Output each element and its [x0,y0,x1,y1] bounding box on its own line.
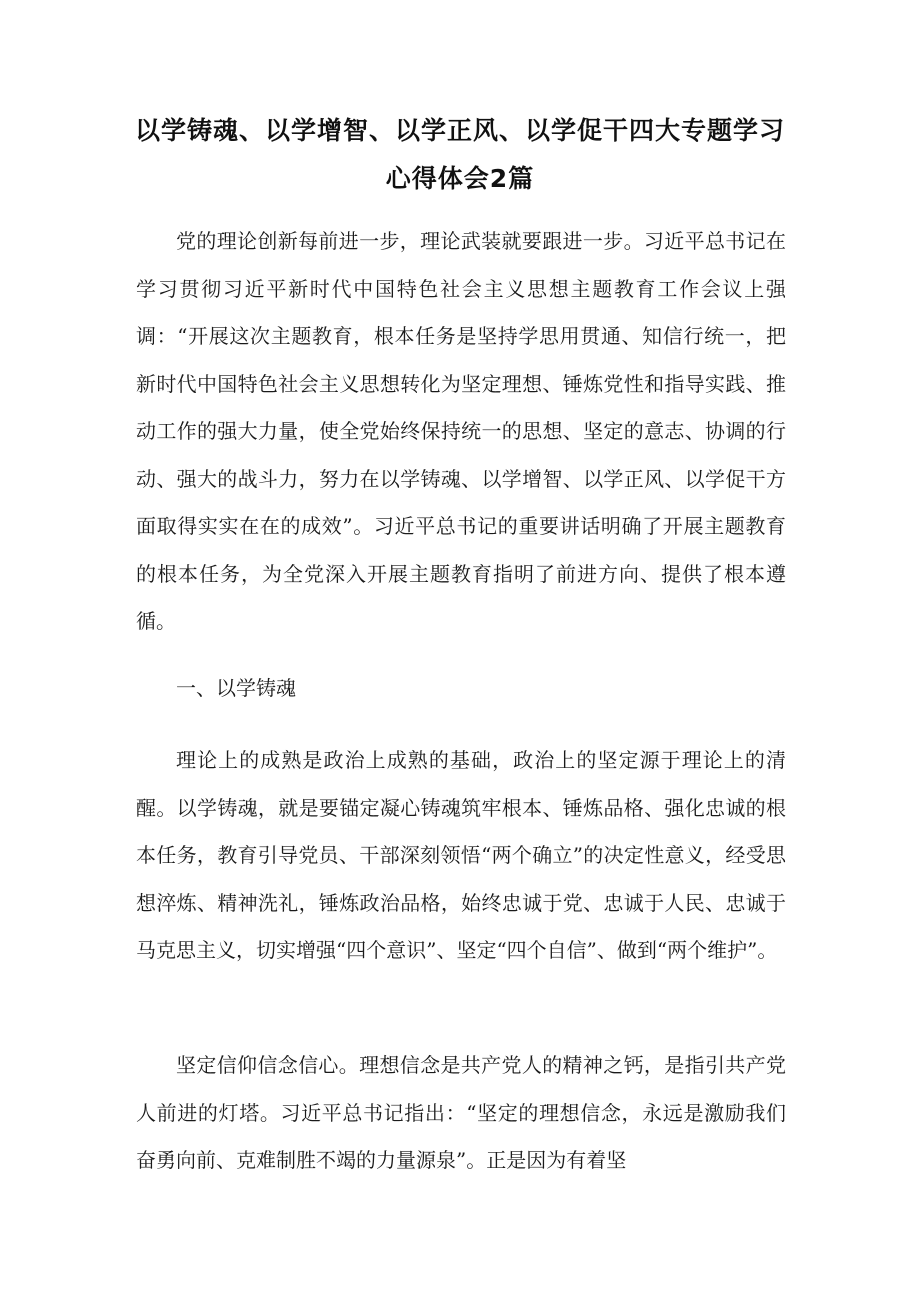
section-1-paragraph-2: 坚定信仰信念信心。理想信念是共产党人的精神之钙，是指引共产党人前进的灯塔。习近平总书记指出：“坚定的理想信念，永远是激励我们奋勇向前、克难制胜不竭的力量源泉”。正是因为有着坚 [136,1053,786,1172]
intro-paragraph: 党的理论创新每前进一步，理论武装就要跟进一步。习近平总书记在学习贯彻习近平新时代中国特色社会主义思想主题教育工作会议上强调：“开展这次主题教育，根本任务是坚持学思用贯通、知信行统一，把新时代中国特色社会主义思想转化为坚定理想、锤炼党性和指导实践、推动工作的强大力量，使全党始终保持统一的思想、坚定的意志、协调的行动、强大的战斗力，努力在以学铸魂、以学增智、以学正风、以学促干方面取得实实在在的成效”。习近平总书记的重要讲话明确了开展主题教育的根本任务，为全党深入开展主题教育指明了前进方向、提供了根本遵循。 [136,229,786,633]
document-title-line-2: 心得体会2篇 [385,164,535,193]
document-title-line-1: 以学铸魂、以学增智、以学正风、以学促干四大专题学习 [134,116,785,145]
section-heading-1: 一、以学铸魂 [176,676,296,700]
section-1-paragraph: 理论上的成熟是政治上成熟的基础，政治上的坚定源于理论上的清醒。以学铸魂，就是要锚定凝心铸魂筑牢根本、锤炼品格、强化忠诚的根本任务，教育引导党员、干部深刻领悟“两个确立”的决定性意义，经受思想淬炼、精神洗礼，锤炼政治品格，始终忠诚于党、忠诚于人民、忠诚于马克思主义，切实增强“四个意识”、坚定“四个自信”、做到“两个维护”。 [136,748,786,962]
